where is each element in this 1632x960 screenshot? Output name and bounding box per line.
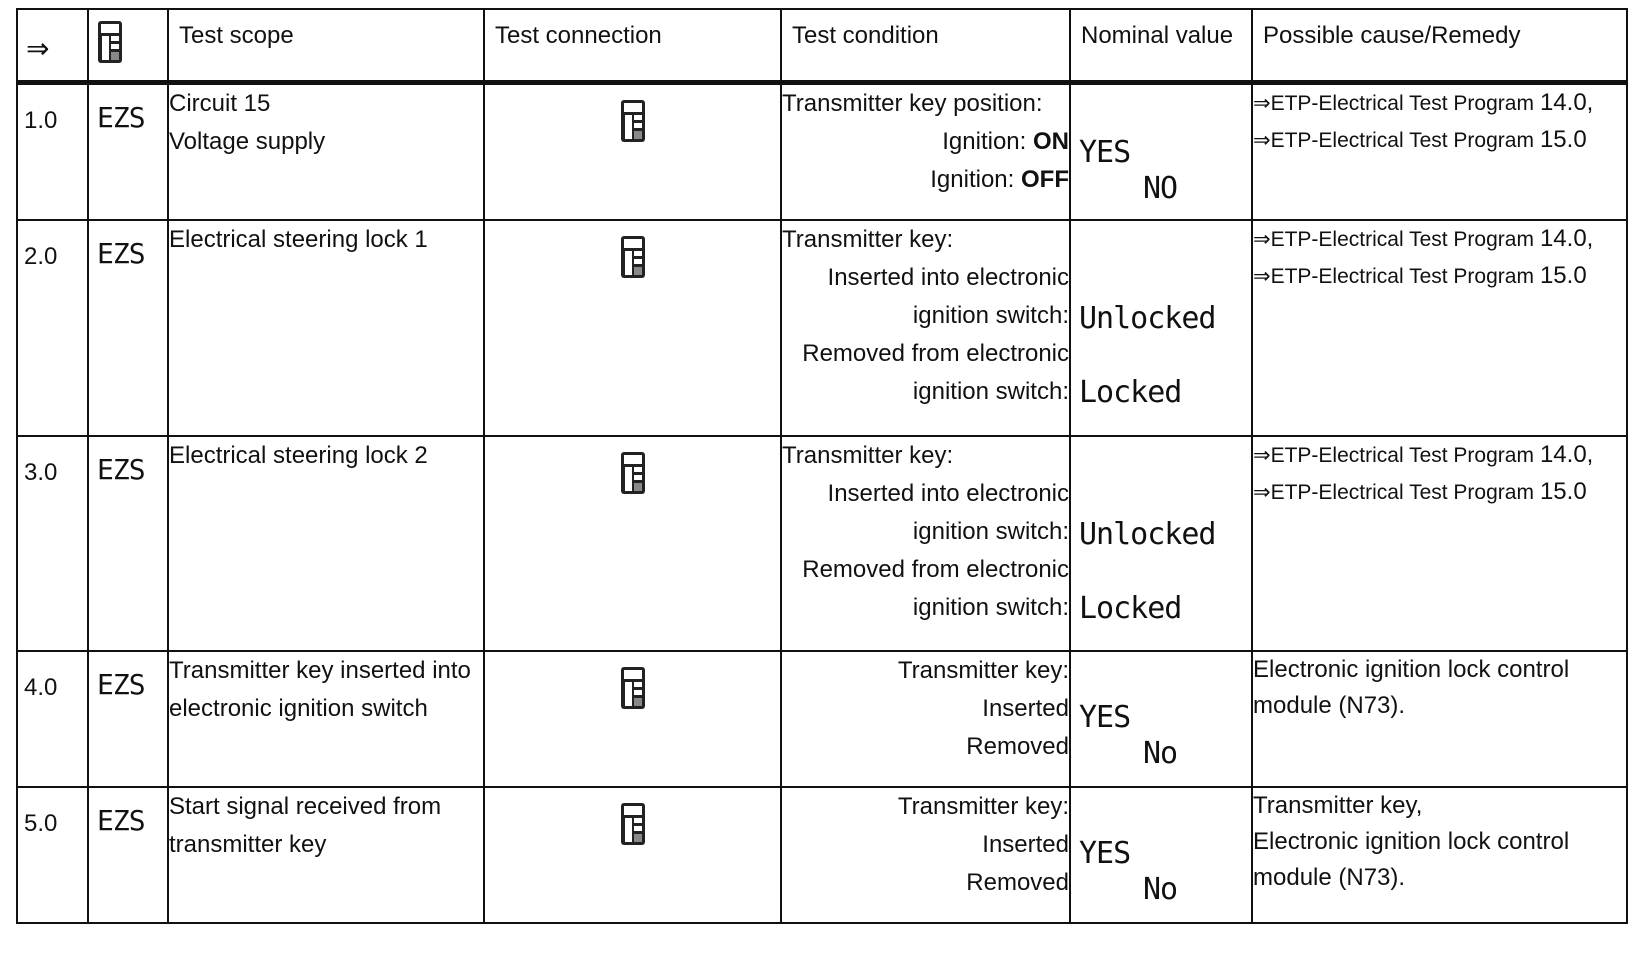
step-cell bbox=[17, 436, 88, 651]
test-condition-cell bbox=[781, 220, 1070, 435]
step-number: 2.0 bbox=[24, 243, 58, 271]
header-test-scope: Test scope bbox=[168, 9, 484, 83]
control-unit-label: EZS bbox=[97, 452, 145, 486]
test-condition-line bbox=[782, 259, 1069, 297]
test-condition-line bbox=[782, 221, 1069, 259]
unit-cell bbox=[88, 220, 168, 435]
condition-value: OFF bbox=[1021, 166, 1069, 193]
condition-text: Ignition: bbox=[942, 128, 1033, 155]
condition-text: Removed bbox=[966, 733, 1069, 761]
possible-cause-cell bbox=[1252, 220, 1627, 435]
diagnostic-tester-icon bbox=[485, 99, 780, 148]
etp-reference-link[interactable] bbox=[1253, 221, 1626, 258]
step-number: 5.0 bbox=[24, 810, 58, 838]
test-scope-cell bbox=[168, 651, 484, 787]
condition-text: Transmitter key: bbox=[782, 226, 954, 254]
header-row bbox=[17, 9, 1627, 83]
nominal-value-cell bbox=[1070, 83, 1252, 221]
test-condition-line bbox=[782, 652, 1069, 690]
test-scope-line: Transmitter key inserted into bbox=[169, 657, 471, 685]
test-condition-cell bbox=[781, 651, 1070, 787]
test-connection-cell bbox=[484, 436, 781, 651]
condition-text: Removed from electronic bbox=[802, 340, 1069, 368]
possible-cause-cell bbox=[1252, 787, 1627, 923]
table-row bbox=[17, 651, 1627, 787]
table-row bbox=[17, 436, 1627, 651]
step-cell bbox=[17, 787, 88, 923]
step-cell bbox=[17, 83, 88, 221]
etp-reference-link[interactable] bbox=[1253, 437, 1626, 474]
condition-text: Inserted bbox=[982, 831, 1069, 859]
condition-text: ignition switch: bbox=[912, 378, 1069, 406]
etp-reference-number: 15.0 bbox=[1539, 126, 1587, 153]
diagnostic-tester-icon bbox=[485, 235, 780, 284]
test-scope-line: transmitter key bbox=[169, 831, 327, 859]
test-condition-line bbox=[782, 864, 1069, 902]
etp-reference-text: ⇒ETP-Electrical Test Program bbox=[1253, 129, 1534, 152]
test-table bbox=[16, 8, 1628, 924]
unit-cell bbox=[88, 436, 168, 651]
nominal-value-cell bbox=[1070, 651, 1252, 787]
test-condition-line bbox=[782, 788, 1069, 826]
etp-reference-link[interactable] bbox=[1253, 85, 1626, 122]
condition-text: Transmitter key: bbox=[782, 441, 954, 469]
test-connection-cell bbox=[484, 787, 781, 923]
test-scope-line: Electrical steering lock 2 bbox=[169, 441, 428, 469]
nominal-value: YES bbox=[1079, 836, 1131, 872]
control-unit-label: EZS bbox=[97, 668, 145, 702]
condition-text: Transmitter key: bbox=[897, 657, 1069, 685]
test-condition-line bbox=[782, 589, 1069, 627]
possible-cause-line: module (N73). bbox=[1253, 864, 1406, 892]
unit-cell bbox=[88, 787, 168, 923]
condition-text: ignition switch: bbox=[912, 593, 1069, 621]
table-row bbox=[17, 787, 1627, 923]
header-arrow-cell bbox=[17, 9, 88, 83]
test-condition-line bbox=[782, 297, 1069, 335]
test-condition-line bbox=[782, 826, 1069, 864]
nominal-value-cell bbox=[1070, 436, 1252, 651]
possible-cause-line: Transmitter key, bbox=[1253, 792, 1423, 820]
test-scope-cell bbox=[168, 220, 484, 435]
test-condition-line bbox=[782, 123, 1069, 161]
test-connection-cell bbox=[484, 220, 781, 435]
nominal-value: Locked bbox=[1079, 375, 1182, 411]
step-cell bbox=[17, 651, 88, 787]
possible-cause-line: module (N73). bbox=[1253, 692, 1406, 720]
table-row bbox=[17, 220, 1627, 435]
diagnostic-tester-icon bbox=[485, 451, 780, 500]
condition-text: ignition switch: bbox=[912, 302, 1069, 330]
test-connection-cell bbox=[484, 83, 781, 221]
condition-value: ON bbox=[1033, 128, 1069, 155]
test-condition-line bbox=[782, 513, 1069, 551]
nominal-value: Locked bbox=[1079, 590, 1182, 626]
test-scope-cell bbox=[168, 436, 484, 651]
etp-reference-link[interactable] bbox=[1253, 122, 1626, 159]
etp-reference-text: ⇒ETP-Electrical Test Program bbox=[1253, 228, 1534, 252]
header-test-connection: Test connection bbox=[484, 9, 781, 83]
etp-reference-number: 14.0, bbox=[1539, 89, 1594, 116]
test-connection-cell bbox=[484, 651, 781, 787]
header-tester-cell bbox=[88, 9, 168, 83]
test-condition-line bbox=[782, 690, 1069, 728]
etp-reference-number: 15.0 bbox=[1539, 262, 1587, 290]
test-condition-line bbox=[782, 85, 1069, 123]
condition-text: Transmitter key position: bbox=[782, 90, 1043, 117]
test-condition-line bbox=[782, 373, 1069, 411]
step-number: 4.0 bbox=[24, 674, 58, 702]
unit-cell bbox=[88, 83, 168, 221]
control-unit-label: EZS bbox=[97, 237, 145, 271]
test-condition-cell bbox=[781, 83, 1070, 221]
etp-reference-text: ⇒ETP-Electrical Test Program bbox=[1253, 443, 1534, 467]
condition-text: Transmitter key: bbox=[897, 793, 1069, 821]
etp-reference-link[interactable] bbox=[1253, 474, 1626, 511]
test-condition-cell bbox=[781, 787, 1070, 923]
nominal-value-cell bbox=[1070, 787, 1252, 923]
nominal-value-cell bbox=[1070, 220, 1252, 435]
nominal-value: Unlocked bbox=[1079, 301, 1216, 337]
nominal-value: YES bbox=[1079, 700, 1131, 736]
nominal-value: No bbox=[1143, 872, 1178, 908]
test-scope-line: Start signal received from bbox=[169, 793, 442, 821]
etp-reference-number: 14.0, bbox=[1539, 225, 1594, 253]
condition-text: Inserted into electronic bbox=[827, 479, 1069, 507]
header-arrow: ⇒ bbox=[26, 33, 50, 64]
possible-cause-cell bbox=[1252, 651, 1627, 787]
header-test-condition: Test condition bbox=[781, 9, 1070, 83]
test-scope-line: electronic ignition switch bbox=[169, 695, 428, 723]
test-scope-line: Voltage supply bbox=[169, 128, 326, 155]
possible-cause-cell bbox=[1252, 436, 1627, 651]
unit-cell bbox=[88, 651, 168, 787]
possible-cause-line: Electronic ignition lock control bbox=[1253, 828, 1570, 856]
nominal-value: No bbox=[1143, 736, 1178, 772]
nominal-value: YES bbox=[1079, 135, 1131, 170]
possible-cause-cell bbox=[1252, 83, 1627, 221]
etp-reference-number: 14.0, bbox=[1539, 440, 1594, 468]
possible-cause-line: Electronic ignition lock control bbox=[1253, 656, 1570, 684]
condition-text: Ignition: bbox=[930, 166, 1021, 193]
etp-reference-text: ⇒ETP-Electrical Test Program bbox=[1253, 265, 1534, 289]
header-possible-cause: Possible cause/Remedy bbox=[1252, 9, 1627, 83]
test-scope-cell bbox=[168, 83, 484, 221]
test-condition-line bbox=[782, 161, 1069, 199]
control-unit-label: EZS bbox=[97, 804, 145, 838]
etp-reference-number: 15.0 bbox=[1539, 477, 1587, 505]
condition-text: Inserted into electronic bbox=[827, 264, 1069, 292]
table-row bbox=[17, 83, 1627, 221]
step-number: 3.0 bbox=[24, 458, 58, 486]
nominal-value: NO bbox=[1143, 171, 1178, 206]
diagnostic-tester-icon bbox=[485, 666, 780, 715]
header-nominal-value: Nominal value bbox=[1070, 9, 1252, 83]
step-cell bbox=[17, 220, 88, 435]
nominal-value: Unlocked bbox=[1079, 516, 1216, 552]
step-number: 1.0 bbox=[24, 107, 58, 134]
test-condition-line bbox=[782, 551, 1069, 589]
condition-text: Removed bbox=[966, 869, 1069, 897]
etp-reference-link[interactable] bbox=[1253, 258, 1626, 295]
etp-reference-text: ⇒ETP-Electrical Test Program bbox=[1253, 480, 1534, 504]
test-condition-line bbox=[782, 475, 1069, 513]
test-scope-line: Electrical steering lock 1 bbox=[169, 226, 428, 254]
diagnostic-tester-icon bbox=[485, 802, 780, 851]
test-scope-line: Circuit 15 bbox=[169, 90, 271, 117]
test-condition-line bbox=[782, 335, 1069, 373]
test-condition-cell bbox=[781, 436, 1070, 651]
condition-text: Inserted bbox=[982, 695, 1069, 723]
diagnostic-tester-icon bbox=[89, 10, 167, 71]
control-unit-label: EZS bbox=[97, 101, 145, 134]
etp-reference-text: ⇒ETP-Electrical Test Program bbox=[1253, 92, 1534, 115]
test-scope-cell bbox=[168, 787, 484, 923]
condition-text: ignition switch: bbox=[912, 517, 1069, 545]
test-condition-line bbox=[782, 728, 1069, 766]
condition-text: Removed from electronic bbox=[802, 555, 1069, 583]
test-condition-line bbox=[782, 437, 1069, 475]
